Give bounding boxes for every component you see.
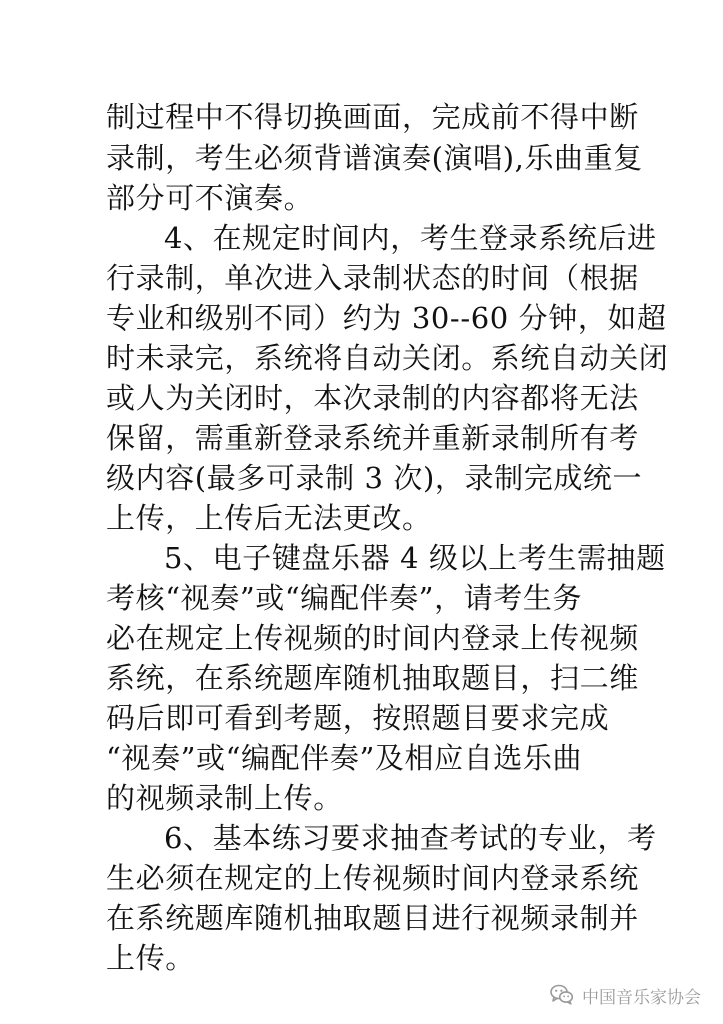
- text-line: 系统，在系统题库随机抽取题目，扫二维: [106, 661, 639, 695]
- paragraph-6-start: 6、基本练习要求抽查考试的专业，考: [164, 821, 657, 855]
- text-line: 或人为关闭时，本次录制的内容都将无法: [106, 381, 639, 415]
- text-line: 必在规定上传视频的时间内登录上传视频: [106, 621, 639, 655]
- text-line: 行录制，单次进入录制状态的时间（根据: [106, 261, 639, 295]
- watermark: [550, 982, 701, 1008]
- text-line: 考核“视奏”或“编配伴奏”，请考生务: [106, 581, 583, 615]
- text-line: 生必须在规定的上传视频时间内登录系统: [106, 861, 639, 895]
- paragraph-4-start: 4、在规定时间内，考生登录系统后进: [164, 221, 657, 255]
- text-line: 专业和级别不同）约为 30--60 分钟，如超: [106, 301, 667, 335]
- text-line: 的视频录制上传。: [106, 781, 343, 815]
- text-line: 保留，需重新登录系统并重新录制所有考: [106, 421, 639, 455]
- text-line: 码后即可看到考题，按照题目要求完成: [106, 701, 610, 735]
- text-line: 上传。: [106, 941, 195, 975]
- wechat-icon: [550, 984, 574, 1006]
- text-line: 时未录完，系统将自动关闭。系统自动关闭: [106, 341, 669, 375]
- text-line: “视奏”或“编配伴奏”及相应自选乐曲: [106, 741, 583, 775]
- text-line: 在系统题库随机抽取题目进行视频录制并: [106, 901, 639, 935]
- text-line: 级内容(最多可录制 3 次)，录制完成统一: [106, 461, 643, 495]
- text-line: 录制，考生必须背谱演奏(演唱),乐曲重复: [106, 141, 643, 175]
- text-line: 部分可不演奏。: [106, 181, 314, 215]
- text-line: 上传，上传后无法更改。: [106, 501, 432, 535]
- paragraph-5-start: 5、电子键盘乐器 4 级以上考生需抽题: [164, 541, 666, 575]
- watermark-text: 中国音乐家协会: [582, 987, 701, 1008]
- text-line: 制过程中不得切换画面，完成前不得中断: [106, 100, 639, 134]
